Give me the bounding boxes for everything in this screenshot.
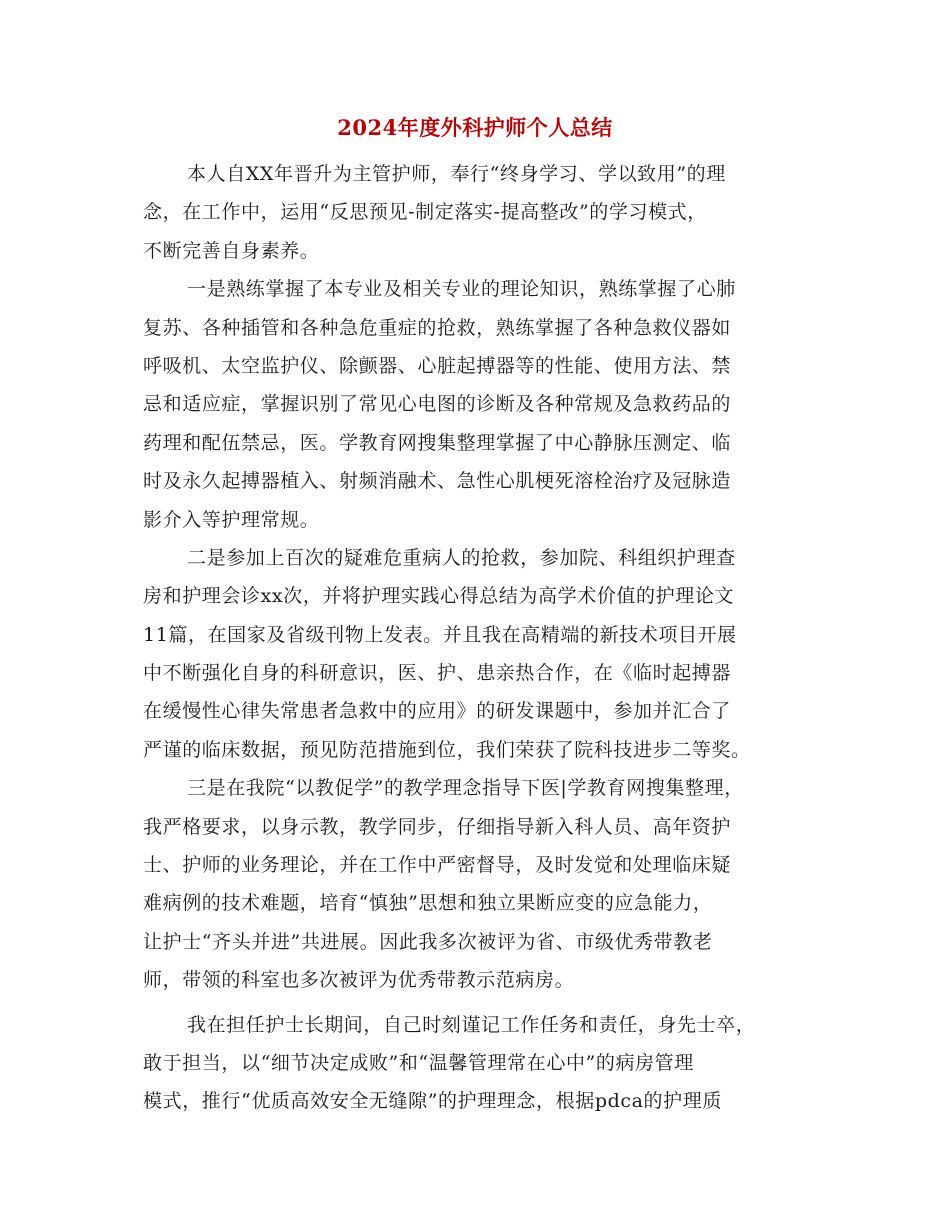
- text-line: 不断完善自身素养。: [143, 239, 320, 262]
- text-line: 难病例的技术难题，培育“慎独”思想和独立果断应变的应急能力，: [143, 892, 713, 915]
- text-line: 敢于担当，以“细节决定成败”和“温馨管理常在心中”的病房管理: [143, 1051, 694, 1074]
- text-line: 我严格要求，以身示教，教学同步，仔细指导新入科人员、高年资护: [143, 815, 732, 838]
- text-line: 影介入等护理常规。: [143, 508, 320, 531]
- text-line: 念，在工作中，运用“反思预见-制定落实-提高整改”的学习模式，: [143, 201, 707, 224]
- text-line: 房和护理会诊xx次，并将护理实践心得总结为高学术价值的护理论文: [143, 585, 735, 608]
- text-line: 忌和适应症，掌握识别了常见心电图的诊断及各种常规及急救药品的: [143, 393, 732, 416]
- text-line: 呼吸机、太空监护仪、除颤器、心脏起搏器等的性能、使用方法、禁: [143, 354, 732, 377]
- text-line: 二是参加上百次的疑难危重病人的抢救，参加院、科组织护理查: [187, 546, 736, 569]
- text-line: 11篇，在国家及省级刊物上发表。并且我在高精端的新技术项目开展: [143, 623, 737, 646]
- text-line: 严谨的临床数据，预见防范措施到位，我们荣获了院科技进步二等奖。: [143, 738, 751, 761]
- text-line: 中不断强化自身的科研意识，医、护、患亲热合作，在《临时起搏器: [143, 662, 732, 685]
- text-line: 在缓慢性心律失常患者急救中的应用》的研发课题中，参加并汇合了: [143, 700, 732, 723]
- document-body: [143, 155, 823, 1121]
- text-line: 复苏、各种插管和各种急危重症的抢救，熟练掌握了各种急救仪器如: [143, 316, 732, 339]
- text-line: 药理和配伍禁忌，医。学教育网搜集整理掌握了中心静脉压测定、临: [143, 431, 732, 454]
- text-line: 我在担任护士长期间，自己时刻谨记工作任务和责任，身先士卒，: [187, 1013, 756, 1036]
- text-line: 时及永久起搏器植入、射频消融术、急性心肌梗死溶栓治疗及冠脉造: [143, 470, 732, 493]
- text-line: 士、护师的业务理论，并在工作中严密督导，及时发觉和处理临床疑: [143, 854, 732, 877]
- text-line: 三是在我院“以教促学”的教学理念指导下医|学教育网搜集整理，: [187, 777, 744, 800]
- text-line: 一是熟练掌握了本专业及相关专业的理论知识，熟练掌握了心肺: [187, 278, 736, 301]
- text-line: 师，带领的科室也多次被评为优秀带教示范病房。: [143, 969, 575, 992]
- text-line: 让护士“齐头并进”共进展。因此我多次被评为省、市级优秀带教老: [143, 930, 713, 953]
- text-line: 模式，推行“优质高效安全无缝隙”的护理理念，根据pdca的护理质: [143, 1090, 722, 1113]
- document-title: 2024年度外科护师个人总结: [337, 115, 613, 140]
- text-line: 本人自XX年晋升为主管护师，奉行“终身学习、学以致用”的理: [187, 163, 726, 185]
